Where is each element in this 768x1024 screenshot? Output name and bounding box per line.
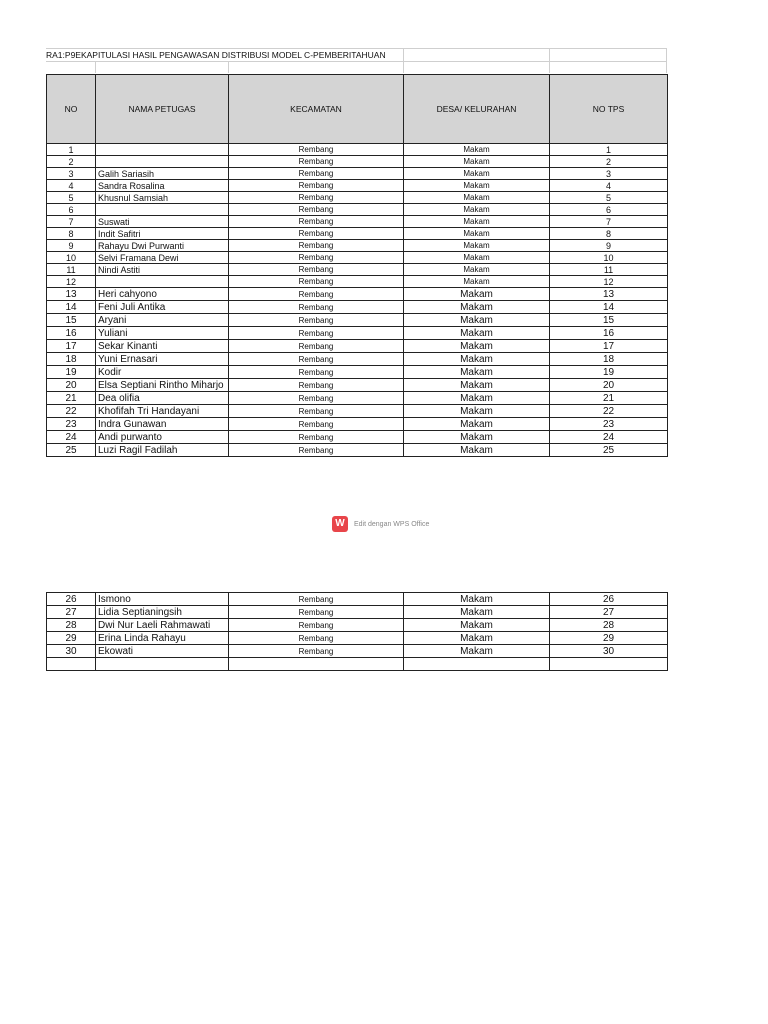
cell-no-tps: 10 xyxy=(550,252,668,264)
cell-desa-kelurahan: Makam xyxy=(404,444,550,457)
wps-office-icon: W xyxy=(332,516,348,532)
cell-no: 12 xyxy=(47,276,96,288)
table-row xyxy=(47,405,668,418)
cell-desa-kelurahan: Makam xyxy=(404,168,550,180)
cell-no xyxy=(47,658,96,671)
cell-desa-kelurahan: Makam xyxy=(404,327,550,340)
cell-nama-petugas: Heri cahyono xyxy=(96,288,229,301)
cell-no: 30 xyxy=(47,645,96,658)
cell-nama-petugas: Dea olifia xyxy=(96,392,229,405)
cell-no: 19 xyxy=(47,366,96,379)
header-no: NO xyxy=(47,75,96,144)
cell-nama-petugas xyxy=(96,156,229,168)
cell-desa-kelurahan: Makam xyxy=(404,264,550,276)
cell-nama-petugas: Suswati xyxy=(96,216,229,228)
cell-no: 1 xyxy=(47,144,96,156)
table-row xyxy=(47,392,668,405)
cell-no: 22 xyxy=(47,405,96,418)
cell-no-tps: 29 xyxy=(550,632,668,645)
cell-kecamatan: Rembang xyxy=(229,228,404,240)
cell-desa-kelurahan: Makam xyxy=(404,431,550,444)
cell-nama-petugas: Ekowati xyxy=(96,645,229,658)
cell-kecamatan: Rembang xyxy=(229,405,404,418)
cell-kecamatan: Rembang xyxy=(229,379,404,392)
cell-no-tps: 19 xyxy=(550,366,668,379)
cell-no-tps xyxy=(550,658,668,671)
wps-watermark-text: Edit dengan WPS Office xyxy=(354,520,430,528)
cell-nama-petugas: Aryani xyxy=(96,314,229,327)
table-row xyxy=(47,276,668,288)
cell-no: 15 xyxy=(47,314,96,327)
cell-kecamatan: Rembang xyxy=(229,606,404,619)
cell-desa-kelurahan: Makam xyxy=(404,593,550,606)
wps-watermark[interactable] xyxy=(332,516,429,532)
cell-no: 21 xyxy=(47,392,96,405)
cell-nama-petugas: Galih Sariasih xyxy=(96,168,229,180)
cell-no-tps: 20 xyxy=(550,379,668,392)
cell-nama-petugas: Selvi Framana Dewi xyxy=(96,252,229,264)
cell-kecamatan: Rembang xyxy=(229,645,404,658)
cell-no-tps: 4 xyxy=(550,180,668,192)
cell-desa-kelurahan: Makam xyxy=(404,301,550,314)
table-row xyxy=(47,240,668,252)
cell-kecamatan: Rembang xyxy=(229,168,404,180)
cell-no: 2 xyxy=(47,156,96,168)
cell-no-tps: 5 xyxy=(550,192,668,204)
cell-no-tps: 11 xyxy=(550,264,668,276)
cell-nama-petugas xyxy=(96,276,229,288)
cell-no: 5 xyxy=(47,192,96,204)
table-body xyxy=(47,593,668,671)
cell-desa-kelurahan: Makam xyxy=(404,240,550,252)
cell-no-tps: 8 xyxy=(550,228,668,240)
cell-no-tps: 27 xyxy=(550,606,668,619)
cell-no: 16 xyxy=(47,327,96,340)
cell-no: 17 xyxy=(47,340,96,353)
cell-no: 27 xyxy=(47,606,96,619)
table-row xyxy=(47,228,668,240)
cell-no: 29 xyxy=(47,632,96,645)
cell-no-tps: 14 xyxy=(550,301,668,314)
header-no-tps: NO TPS xyxy=(550,75,668,144)
cell-no-tps: 26 xyxy=(550,593,668,606)
cell-desa-kelurahan: Makam xyxy=(404,632,550,645)
cell-nama-petugas: Andi purwanto xyxy=(96,431,229,444)
cell-no: 7 xyxy=(47,216,96,228)
cell-kecamatan: Rembang xyxy=(229,632,404,645)
cell-no-tps: 6 xyxy=(550,204,668,216)
cell-kecamatan: Rembang xyxy=(229,252,404,264)
cell-kecamatan: Rembang xyxy=(229,340,404,353)
cell-desa-kelurahan: Makam xyxy=(404,216,550,228)
cell-desa-kelurahan: Makam xyxy=(404,353,550,366)
cell-kecamatan: Rembang xyxy=(229,392,404,405)
cell-no: 14 xyxy=(47,301,96,314)
cell-no-tps: 2 xyxy=(550,156,668,168)
spacer-row xyxy=(46,61,667,73)
cell-no-tps: 7 xyxy=(550,216,668,228)
table-row xyxy=(47,340,668,353)
cell-desa-kelurahan: Makam xyxy=(404,252,550,264)
cell-no-tps: 30 xyxy=(550,645,668,658)
cell-kecamatan: Rembang xyxy=(229,314,404,327)
cell-desa-kelurahan: Makam xyxy=(404,276,550,288)
cell-desa-kelurahan: Makam xyxy=(404,180,550,192)
cell-kecamatan: Rembang xyxy=(229,216,404,228)
cell-no: 6 xyxy=(47,204,96,216)
cell-nama-petugas: Ismono xyxy=(96,593,229,606)
table-row xyxy=(47,593,668,606)
cell-kecamatan: Rembang xyxy=(229,593,404,606)
table-row xyxy=(47,288,668,301)
cell-kecamatan: Rembang xyxy=(229,327,404,340)
cell-kecamatan xyxy=(229,658,404,671)
cell-desa-kelurahan: Makam xyxy=(404,228,550,240)
cell-kecamatan: Rembang xyxy=(229,276,404,288)
table-row xyxy=(47,418,668,431)
cell-no: 8 xyxy=(47,228,96,240)
cell-kecamatan: Rembang xyxy=(229,192,404,204)
sheet-title: RA1:P9EKAPITULASI HASIL PENGAWASAN DISTRIBUSI MODEL C-PEMBERITAHUAN xyxy=(46,49,404,61)
petugas-table-continued xyxy=(46,592,668,671)
cell-desa-kelurahan: Makam xyxy=(404,288,550,301)
cell-nama-petugas xyxy=(96,144,229,156)
table-row xyxy=(47,216,668,228)
empty-cell xyxy=(549,49,667,61)
table-row xyxy=(47,204,668,216)
cell-kecamatan: Rembang xyxy=(229,619,404,632)
cell-nama-petugas: Khofifah Tri Handayani xyxy=(96,405,229,418)
cell-kecamatan: Rembang xyxy=(229,444,404,457)
cell-no-tps: 9 xyxy=(550,240,668,252)
table-row xyxy=(47,645,668,658)
cell-kecamatan: Rembang xyxy=(229,180,404,192)
cell-desa-kelurahan: Makam xyxy=(404,366,550,379)
table-row xyxy=(47,379,668,392)
sheet-title-row xyxy=(46,48,667,62)
cell-nama-petugas: Dwi Nur Laeli Rahmawati xyxy=(96,619,229,632)
cell-no-tps: 3 xyxy=(550,168,668,180)
cell-kecamatan: Rembang xyxy=(229,288,404,301)
cell-no: 3 xyxy=(47,168,96,180)
cell-desa-kelurahan: Makam xyxy=(404,392,550,405)
table-row xyxy=(47,619,668,632)
cell-kecamatan: Rembang xyxy=(229,156,404,168)
cell-nama-petugas: Sekar Kinanti xyxy=(96,340,229,353)
cell-nama-petugas: Nindi Astiti xyxy=(96,264,229,276)
cell-nama-petugas xyxy=(96,658,229,671)
cell-kecamatan: Rembang xyxy=(229,264,404,276)
cell-no-tps: 1 xyxy=(550,144,668,156)
table-body xyxy=(47,144,668,457)
cell-nama-petugas: Kodir xyxy=(96,366,229,379)
cell-desa-kelurahan: Makam xyxy=(404,379,550,392)
table-row xyxy=(47,366,668,379)
cell-nama-petugas xyxy=(96,204,229,216)
table-row xyxy=(47,192,668,204)
cell-desa-kelurahan: Makam xyxy=(404,418,550,431)
cell-no: 20 xyxy=(47,379,96,392)
cell-kecamatan: Rembang xyxy=(229,366,404,379)
table-row xyxy=(47,327,668,340)
cell-nama-petugas: Yuni Ernasari xyxy=(96,353,229,366)
cell-kecamatan: Rembang xyxy=(229,204,404,216)
table-row xyxy=(47,353,668,366)
cell-desa-kelurahan: Makam xyxy=(404,192,550,204)
cell-no: 18 xyxy=(47,353,96,366)
cell-desa-kelurahan: Makam xyxy=(404,405,550,418)
cell-nama-petugas: Khusnul Samsiah xyxy=(96,192,229,204)
table-row xyxy=(47,180,668,192)
cell-no: 24 xyxy=(47,431,96,444)
table-row xyxy=(47,314,668,327)
petugas-table xyxy=(46,74,668,457)
cell-desa-kelurahan: Makam xyxy=(404,645,550,658)
cell-kecamatan: Rembang xyxy=(229,144,404,156)
table-row xyxy=(47,144,668,156)
table-row xyxy=(47,658,668,671)
cell-no: 25 xyxy=(47,444,96,457)
header-kecamatan: KECAMATAN xyxy=(229,75,404,144)
cell-kecamatan: Rembang xyxy=(229,301,404,314)
cell-no: 9 xyxy=(47,240,96,252)
cell-no: 10 xyxy=(47,252,96,264)
header-desa-kelurahan: DESA/ KELURAHAN xyxy=(404,75,550,144)
cell-nama-petugas: Yuliani xyxy=(96,327,229,340)
table-row xyxy=(47,431,668,444)
cell-nama-petugas: Indra Gunawan xyxy=(96,418,229,431)
cell-kecamatan: Rembang xyxy=(229,353,404,366)
cell-kecamatan: Rembang xyxy=(229,431,404,444)
cell-nama-petugas: Feni Juli Antika xyxy=(96,301,229,314)
cell-no-tps: 18 xyxy=(550,353,668,366)
cell-no-tps: 28 xyxy=(550,619,668,632)
cell-nama-petugas: Sandra Rosalina xyxy=(96,180,229,192)
cell-no: 4 xyxy=(47,180,96,192)
cell-desa-kelurahan: Makam xyxy=(404,314,550,327)
cell-no: 28 xyxy=(47,619,96,632)
cell-kecamatan: Rembang xyxy=(229,240,404,252)
cell-nama-petugas: Indit Safitri xyxy=(96,228,229,240)
cell-desa-kelurahan: Makam xyxy=(404,340,550,353)
cell-no-tps: 25 xyxy=(550,444,668,457)
header-nama-petugas: NAMA PETUGAS xyxy=(96,75,229,144)
cell-desa-kelurahan: Makam xyxy=(404,606,550,619)
cell-no-tps: 21 xyxy=(550,392,668,405)
table-row xyxy=(47,301,668,314)
cell-no-tps: 23 xyxy=(550,418,668,431)
cell-nama-petugas: Erina Linda Rahayu xyxy=(96,632,229,645)
cell-nama-petugas: Elsa Septiani Rintho Miharjo xyxy=(96,379,229,392)
cell-nama-petugas: Luzi Ragil Fadilah xyxy=(96,444,229,457)
cell-no: 13 xyxy=(47,288,96,301)
table-row xyxy=(47,632,668,645)
cell-no-tps: 13 xyxy=(550,288,668,301)
table-row xyxy=(47,252,668,264)
cell-desa-kelurahan: Makam xyxy=(404,144,550,156)
empty-cell xyxy=(403,49,550,61)
table-row xyxy=(47,156,668,168)
cell-no: 23 xyxy=(47,418,96,431)
cell-no-tps: 17 xyxy=(550,340,668,353)
table-header-row xyxy=(47,75,668,144)
cell-nama-petugas: Rahayu Dwi Purwanti xyxy=(96,240,229,252)
cell-no: 26 xyxy=(47,593,96,606)
cell-desa-kelurahan: Makam xyxy=(404,156,550,168)
cell-kecamatan: Rembang xyxy=(229,418,404,431)
cell-no-tps: 15 xyxy=(550,314,668,327)
cell-no: 11 xyxy=(47,264,96,276)
table-row xyxy=(47,606,668,619)
cell-nama-petugas: Lidia Septianingsih xyxy=(96,606,229,619)
table-row xyxy=(47,444,668,457)
cell-no-tps: 24 xyxy=(550,431,668,444)
cell-no-tps: 22 xyxy=(550,405,668,418)
cell-desa-kelurahan: Makam xyxy=(404,619,550,632)
cell-no-tps: 16 xyxy=(550,327,668,340)
cell-no-tps: 12 xyxy=(550,276,668,288)
cell-desa-kelurahan: Makam xyxy=(404,204,550,216)
table-row xyxy=(47,264,668,276)
table-row xyxy=(47,168,668,180)
cell-desa-kelurahan xyxy=(404,658,550,671)
